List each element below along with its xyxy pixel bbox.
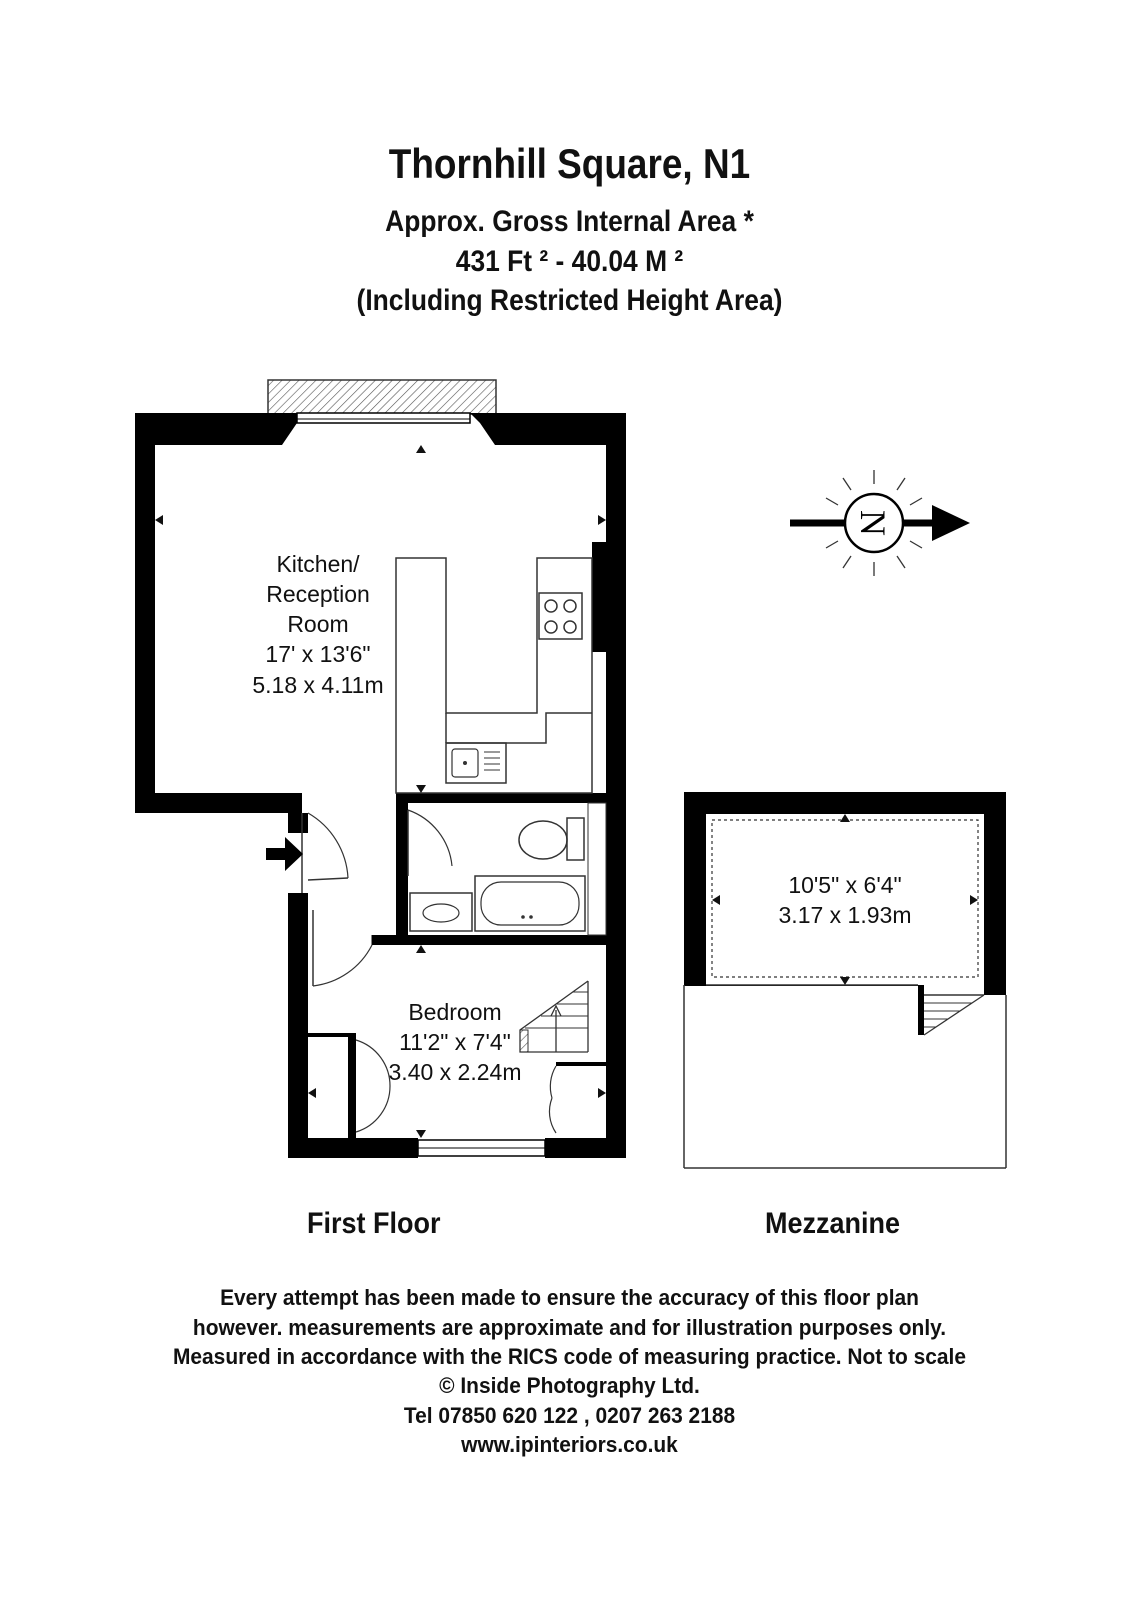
toilet-icon [519,818,584,860]
bedroom-door [313,910,372,986]
kitchen-dimensions-metric: 5.18 x 4.11m [252,672,384,698]
mezzanine-dimensions-imperial: 10'5" x 6'4" [788,872,902,898]
kitchen-sink-icon [446,743,506,783]
first-floor-plan [135,380,626,1158]
mezzanine-dimensions-metric: 3.17 x 1.93m [778,902,912,928]
bedroom-dimensions-metric: 3.40 x 2.24m [388,1059,522,1085]
compass-rose-icon [790,470,970,576]
bedroom-dimensions-imperial: 11'2" x 7'4" [399,1029,511,1055]
mezzanine-dimension-markers [712,814,978,985]
area-heading: Approx. Gross Internal Area * [385,205,754,238]
bathroom-door [408,810,452,876]
restricted-height-boundary [712,820,978,977]
first-floor-label: First Floor [307,1207,441,1240]
hob-icon [539,593,582,639]
disclaimer-line-1: Every attempt has been made to ensure the accuracy of this floor plan [220,1285,919,1310]
basin-icon [410,893,472,931]
area-note: (Including Restricted Height Area) [356,284,783,317]
entrance-door [302,813,348,893]
kitchen-name-1: Kitchen/ [276,551,360,577]
mezzanine-plan [684,792,1006,1168]
right-wardrobe-doors [549,1066,556,1133]
kitchen-name-2: Reception [266,581,370,607]
left-wardrobe-doors [356,1040,390,1132]
compass-letter: N [853,510,893,536]
dimension-markers [155,445,606,1138]
plan-title: Thornhill Square, N1 [388,140,751,187]
stairs-icon [520,981,588,1052]
area-values: 431 Ft ² - 40.04 M ² [455,245,684,278]
disclaimer-line-2: however. measurements are approximate and for illustration purposes only. [192,1315,947,1340]
website-link[interactable]: www.ipinteriors.co.uk [461,1432,678,1457]
disclaimer-line-3: Measured in accordance with the RICS code of measuring practice. Not to scale [172,1344,967,1369]
copyright-line: © Inside Photography Ltd. [439,1373,700,1398]
bedroom-name: Bedroom [408,999,502,1025]
telephone-line: Tel 07850 620 122 , 0207 263 2188 [403,1403,736,1428]
kitchen-dimensions-imperial: 17' x 13'6" [265,641,371,667]
mezzanine-label: Mezzanine [765,1207,901,1240]
window-bay [268,380,496,414]
bathtub-icon [475,876,585,931]
kitchen-name-3: Room [287,611,349,637]
entrance-arrow-icon [266,837,303,871]
kitchen-window [297,413,470,423]
mezzanine-stairs-icon [924,995,984,1035]
